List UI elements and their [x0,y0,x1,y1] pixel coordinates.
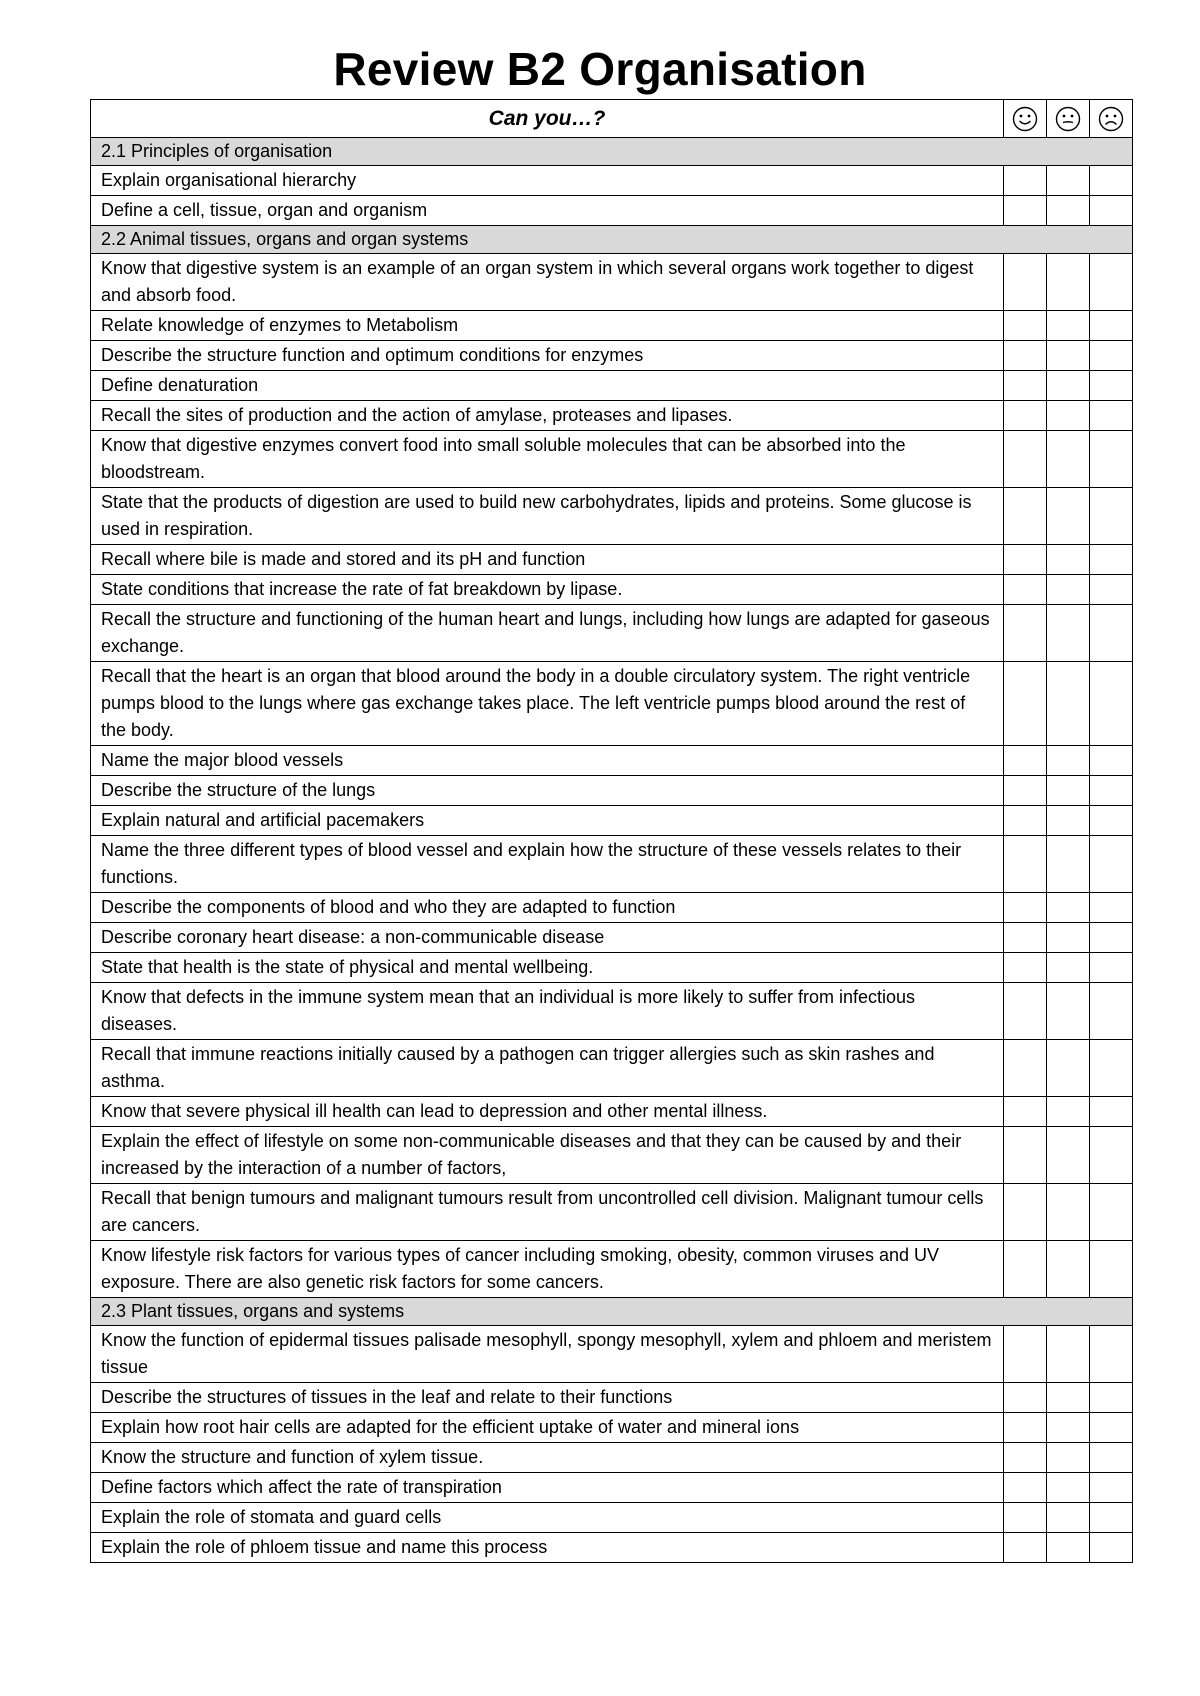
objective-text: State that health is the state of physical and mental wellbeing. [91,953,1004,983]
neutral-face-icon [1055,106,1081,132]
objective-text: Explain the effect of lifestyle on some non-communicable diseases and that they can be caused by and their increased by the interaction of a number of factors, [91,1127,1004,1184]
objective-text: Describe coronary heart disease: a non-communicable disease [91,923,1004,953]
not-confident-checkbox-cell[interactable] [1090,836,1133,893]
confident-checkbox-cell[interactable] [1004,254,1047,311]
confident-checkbox-cell[interactable] [1004,1326,1047,1383]
objective-text: Know lifestyle risk factors for various types of cancer including smoking, obesity, common viruses and UV exposure. There are also genetic risk factors for some cancers. [91,1241,1004,1298]
section-header-row [91,226,1133,254]
checklist-row [91,953,1133,983]
checklist-row [91,983,1133,1040]
confident-checkbox-cell[interactable] [1004,662,1047,746]
objective-text: Know that defects in the immune system mean that an individual is more likely to suffer from infectious diseases. [91,983,1004,1040]
confident-checkbox-cell[interactable] [1004,166,1047,196]
unsure-checkbox-cell[interactable] [1047,1127,1090,1184]
confident-checkbox-cell[interactable] [1004,1040,1047,1097]
checklist-row [91,662,1133,746]
checklist-row [91,341,1133,371]
objective-text: Name the major blood vessels [91,746,1004,776]
checklist-row [91,893,1133,923]
unsure-checkbox-cell[interactable] [1047,1184,1090,1241]
checklist-row [91,1473,1133,1503]
review-checklist-table [90,99,1133,1563]
page-title: Review B2 Organisation [333,43,867,95]
sad-face-icon [1098,106,1124,132]
checklist-body [91,138,1133,1563]
checklist-row [91,746,1133,776]
checklist-row [91,311,1133,341]
checklist-row [91,196,1133,226]
unsure-checkbox-cell[interactable] [1047,893,1090,923]
unsure-checkbox-cell[interactable] [1047,1503,1090,1533]
objective-text: Explain how root hair cells are adapted for the efficient uptake of water and mineral ions [91,1413,1004,1443]
not-confident-checkbox-cell[interactable] [1090,1097,1133,1127]
unsure-checkbox-cell[interactable] [1047,371,1090,401]
unsure-checkbox-cell[interactable] [1047,1383,1090,1413]
not-confident-checkbox-cell[interactable] [1090,1326,1133,1383]
objective-text: Recall the structure and functioning of the human heart and lungs, including how lungs are adapted for gaseous exchange. [91,605,1004,662]
objective-text: Recall that immune reactions initially caused by a pathogen can trigger allergies such as skin rashes and asthma. [91,1040,1004,1097]
confident-checkbox-cell[interactable] [1004,371,1047,401]
section-header-row [91,138,1133,166]
unsure-checkbox-cell[interactable] [1047,983,1090,1040]
unsure-checkbox-cell[interactable] [1047,662,1090,746]
not-confident-checkbox-cell[interactable] [1090,1533,1133,1563]
unsure-checkbox-cell[interactable] [1047,1413,1090,1443]
objective-text: Know that digestive system is an example of an organ system in which several organs work together to digest and absorb food. [91,254,1004,311]
not-confident-checkbox-cell[interactable] [1090,254,1133,311]
confident-column-header [1004,100,1047,138]
unsure-checkbox-cell[interactable] [1047,196,1090,226]
not-confident-checkbox-cell[interactable] [1090,776,1133,806]
confident-checkbox-cell[interactable] [1004,983,1047,1040]
unsure-checkbox-cell[interactable] [1047,341,1090,371]
confident-checkbox-cell[interactable] [1004,488,1047,545]
objective-text: Know that digestive enzymes convert food into small soluble molecules that can be absorbed into the bloodstream. [91,431,1004,488]
checklist-row [91,806,1133,836]
not-confident-checkbox-cell[interactable] [1090,662,1133,746]
objective-text: Describe the structures of tissues in the leaf and relate to their functions [91,1383,1004,1413]
objective-text: Define a cell, tissue, organ and organism [91,196,1004,226]
confident-checkbox-cell[interactable] [1004,575,1047,605]
confident-checkbox-cell[interactable] [1004,1533,1047,1563]
not-confident-checkbox-cell[interactable] [1090,806,1133,836]
objective-text: Describe the components of blood and who they are adapted to function [91,893,1004,923]
can-you-header: Can you…? [91,100,1004,138]
unsure-checkbox-cell[interactable] [1047,1040,1090,1097]
section-header-row [91,1298,1133,1326]
not-confident-checkbox-cell[interactable] [1090,1184,1133,1241]
objective-text: Recall that benign tumours and malignant tumours result from uncontrolled cell division. Malignant tumour cells are cancers. [91,1184,1004,1241]
not-confident-checkbox-cell[interactable] [1090,893,1133,923]
not-confident-checkbox-cell[interactable] [1090,341,1133,371]
checklist-row [91,488,1133,545]
confident-checkbox-cell[interactable] [1004,1184,1047,1241]
objective-text: Know that severe physical ill health can lead to depression and other mental illness. [91,1097,1004,1127]
objective-text: Explain the role of phloem tissue and name this process [91,1533,1004,1563]
confident-checkbox-cell[interactable] [1004,401,1047,431]
unsure-checkbox-cell[interactable] [1047,806,1090,836]
objective-text: Know the structure and function of xylem tissue. [91,1443,1004,1473]
unsure-checkbox-cell[interactable] [1047,953,1090,983]
objective-text: Relate knowledge of enzymes to Metabolism [91,311,1004,341]
confident-checkbox-cell[interactable] [1004,311,1047,341]
confident-checkbox-cell[interactable] [1004,196,1047,226]
confident-checkbox-cell[interactable] [1004,341,1047,371]
unsure-checkbox-cell[interactable] [1047,1533,1090,1563]
objective-text: State that the products of digestion are used to build new carbohydrates, lipids and proteins. Some glucose is used in respiration. [91,488,1004,545]
objective-text: Describe the structure of the lungs [91,776,1004,806]
objective-text: Explain natural and artificial pacemakers [91,806,1004,836]
unsure-checkbox-cell[interactable] [1047,1326,1090,1383]
checklist-row [91,1127,1133,1184]
unsure-checkbox-cell[interactable] [1047,746,1090,776]
confident-checkbox-cell[interactable] [1004,1383,1047,1413]
confident-checkbox-cell[interactable] [1004,893,1047,923]
unsure-checkbox-cell[interactable] [1047,254,1090,311]
objective-text: Define denaturation [91,371,1004,401]
checklist-row [91,1326,1133,1383]
unsure-checkbox-cell[interactable] [1047,1097,1090,1127]
confident-checkbox-cell[interactable] [1004,1413,1047,1443]
confident-checkbox-cell[interactable] [1004,1443,1047,1473]
confident-checkbox-cell[interactable] [1004,1241,1047,1298]
unsure-checkbox-cell[interactable] [1047,431,1090,488]
confident-checkbox-cell[interactable] [1004,806,1047,836]
unsure-checkbox-cell[interactable] [1047,488,1090,545]
unsure-checkbox-cell[interactable] [1047,923,1090,953]
not-confident-checkbox-cell[interactable] [1090,196,1133,226]
not-confident-checkbox-cell[interactable] [1090,1383,1133,1413]
confident-checkbox-cell[interactable] [1004,545,1047,575]
checklist-row [91,1383,1133,1413]
not-confident-checkbox-cell[interactable] [1090,605,1133,662]
not-confident-checkbox-cell[interactable] [1090,371,1133,401]
confident-checkbox-cell[interactable] [1004,1127,1047,1184]
checklist-row [91,254,1133,311]
not-confident-checkbox-cell[interactable] [1090,983,1133,1040]
confident-checkbox-cell[interactable] [1004,776,1047,806]
not-confident-checkbox-cell[interactable] [1090,1040,1133,1097]
not-confident-checkbox-cell[interactable] [1090,545,1133,575]
checklist-row [91,371,1133,401]
unsure-checkbox-cell[interactable] [1047,401,1090,431]
unsure-checkbox-cell[interactable] [1047,836,1090,893]
unsure-column-header [1047,100,1090,138]
confident-checkbox-cell[interactable] [1004,923,1047,953]
checklist-row [91,836,1133,893]
checklist-row [91,1503,1133,1533]
confident-checkbox-cell[interactable] [1004,1097,1047,1127]
confident-checkbox-cell[interactable] [1004,836,1047,893]
checklist-row [91,923,1133,953]
not-confident-checkbox-cell[interactable] [1090,575,1133,605]
not-confident-checkbox-cell[interactable] [1090,953,1133,983]
confident-checkbox-cell[interactable] [1004,746,1047,776]
checklist-row [91,401,1133,431]
checklist-row [91,1241,1133,1298]
not-confident-checkbox-cell[interactable] [1090,923,1133,953]
unsure-checkbox-cell[interactable] [1047,776,1090,806]
confident-checkbox-cell[interactable] [1004,953,1047,983]
section-title: 2.2 Animal tissues, organs and organ systems [91,226,1133,254]
not-confident-checkbox-cell[interactable] [1090,1443,1133,1473]
objective-text: State conditions that increase the rate of fat breakdown by lipase. [91,575,1004,605]
not-confident-column-header [1090,100,1133,138]
objective-text: Explain the role of stomata and guard cells [91,1503,1004,1533]
confident-checkbox-cell[interactable] [1004,1473,1047,1503]
objective-text: Name the three different types of blood vessel and explain how the structure of these vessels relates to their functions. [91,836,1004,893]
objective-text: Know the function of epidermal tissues palisade mesophyll, spongy mesophyll, xylem and phloem and meristem tissue [91,1326,1004,1383]
checklist-row [91,1184,1133,1241]
not-confident-checkbox-cell[interactable] [1090,746,1133,776]
checklist-row [91,166,1133,196]
checklist-row [91,776,1133,806]
not-confident-checkbox-cell[interactable] [1090,401,1133,431]
objective-text: Explain organisational hierarchy [91,166,1004,196]
objective-text: Recall that the heart is an organ that blood around the body in a double circulatory system. The right ventricle pumps blood to the lungs where gas exchange takes place. The left ventricle pumps blood around the rest of the body. [91,662,1004,746]
checklist-row [91,545,1133,575]
not-confident-checkbox-cell[interactable] [1090,488,1133,545]
unsure-checkbox-cell[interactable] [1047,545,1090,575]
not-confident-checkbox-cell[interactable] [1090,1413,1133,1443]
checklist-row [91,1533,1133,1563]
confident-checkbox-cell[interactable] [1004,431,1047,488]
section-title: 2.1 Principles of organisation [91,138,1133,166]
objective-text: Recall where bile is made and stored and its pH and function [91,545,1004,575]
not-confident-checkbox-cell[interactable] [1090,1473,1133,1503]
not-confident-checkbox-cell[interactable] [1090,1127,1133,1184]
unsure-checkbox-cell[interactable] [1047,1443,1090,1473]
checklist-row [91,431,1133,488]
unsure-checkbox-cell[interactable] [1047,575,1090,605]
objective-text: Describe the structure function and optimum conditions for enzymes [91,341,1004,371]
not-confident-checkbox-cell[interactable] [1090,1241,1133,1298]
header-row [91,100,1133,138]
unsure-checkbox-cell[interactable] [1047,1473,1090,1503]
unsure-checkbox-cell[interactable] [1047,311,1090,341]
not-confident-checkbox-cell[interactable] [1090,431,1133,488]
checklist-row [91,575,1133,605]
confident-checkbox-cell[interactable] [1004,605,1047,662]
section-title: 2.3 Plant tissues, organs and systems [91,1298,1133,1326]
not-confident-checkbox-cell[interactable] [1090,311,1133,341]
unsure-checkbox-cell[interactable] [1047,605,1090,662]
confident-checkbox-cell[interactable] [1004,1503,1047,1533]
objective-text: Recall the sites of production and the action of amylase, proteases and lipases. [91,401,1004,431]
unsure-checkbox-cell[interactable] [1047,166,1090,196]
checklist-row [91,1443,1133,1473]
checklist-row [91,605,1133,662]
smiley-face-icon [1012,106,1038,132]
checklist-row [91,1097,1133,1127]
not-confident-checkbox-cell[interactable] [1090,166,1133,196]
checklist-row [91,1413,1133,1443]
objective-text: Define factors which affect the rate of transpiration [91,1473,1004,1503]
checklist-row [91,1040,1133,1097]
unsure-checkbox-cell[interactable] [1047,1241,1090,1298]
not-confident-checkbox-cell[interactable] [1090,1503,1133,1533]
